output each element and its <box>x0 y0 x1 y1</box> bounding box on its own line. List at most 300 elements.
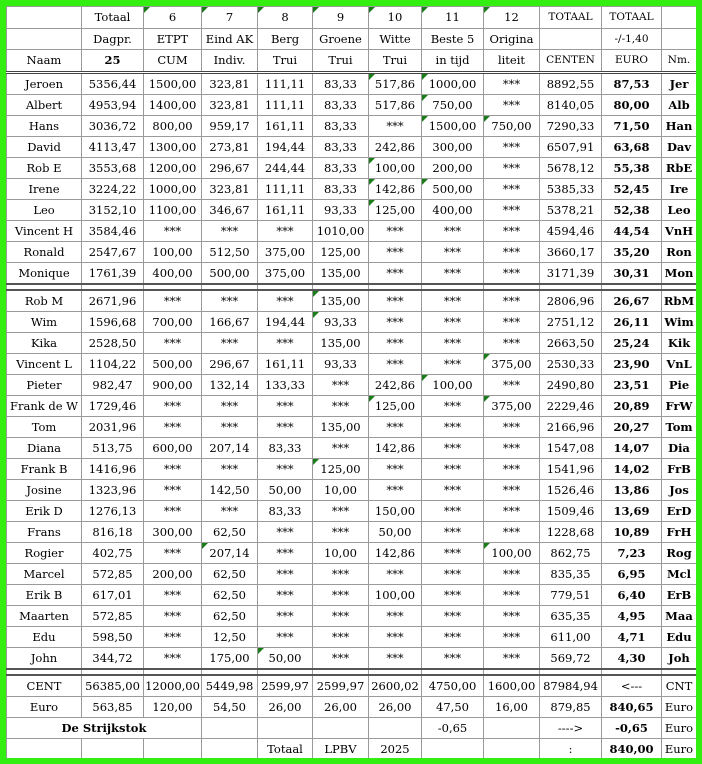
score-cell: *** <box>313 626 369 647</box>
participant-row <box>7 605 697 626</box>
euro-total: 13,69 <box>602 500 662 521</box>
participant-row <box>7 72 697 94</box>
score-cell: 600,00 <box>144 437 202 458</box>
score-cell: 142,50 <box>202 479 258 500</box>
score-cell: 83,33 <box>258 500 313 521</box>
score-cell: 125,00 <box>313 458 369 479</box>
score-cell: 862,75 <box>540 542 602 563</box>
score-cell: *** <box>144 647 202 669</box>
header-cell: -/-1,40 <box>602 28 662 50</box>
euro-total: 87,53 <box>602 72 662 94</box>
score-cell: 5385,33 <box>540 178 602 199</box>
score-cell: 3224,22 <box>82 178 144 199</box>
euro-total: 10,89 <box>602 521 662 542</box>
score-cell: 375,00 <box>258 241 313 262</box>
score-cell: 83,33 <box>313 94 369 115</box>
score-cell: 200,00 <box>422 157 484 178</box>
empty-cell <box>202 738 258 759</box>
participant-row <box>7 458 697 479</box>
participant-name: Vincent L <box>7 353 82 374</box>
header-cell: Origina <box>484 28 540 50</box>
score-cell: 62,50 <box>202 521 258 542</box>
empty-cell <box>369 717 422 738</box>
score-cell: *** <box>258 563 313 584</box>
header-cell: TOTAAL <box>540 7 602 29</box>
score-cell: 3584,46 <box>82 220 144 241</box>
euro-total: 23,51 <box>602 374 662 395</box>
score-cell: 500,00 <box>202 262 258 284</box>
score-cell: 93,33 <box>313 353 369 374</box>
score-cell: *** <box>369 416 422 437</box>
footer-cell: 120,00 <box>144 696 202 717</box>
header-cell <box>540 28 602 50</box>
score-cell: 2530,33 <box>540 353 602 374</box>
score-cell: *** <box>258 290 313 312</box>
score-cell: 8892,55 <box>540 72 602 94</box>
participant-name: Rogier <box>7 542 82 563</box>
footer-cell: 4750,00 <box>422 675 484 697</box>
score-cell: 1729,46 <box>82 395 144 416</box>
score-cell: 900,00 <box>144 374 202 395</box>
name-abbrev: Jos <box>662 479 697 500</box>
score-cell: 125,00 <box>313 241 369 262</box>
euro-total: 52,45 <box>602 178 662 199</box>
euro-total: 20,89 <box>602 395 662 416</box>
euro-total: 6,40 <box>602 584 662 605</box>
score-cell: 194,44 <box>258 311 313 332</box>
header-row <box>7 28 697 50</box>
score-cell: *** <box>313 584 369 605</box>
score-cell: 1541,96 <box>540 458 602 479</box>
score-cell: 83,33 <box>313 115 369 136</box>
header-cell <box>7 7 82 29</box>
score-cell: *** <box>258 220 313 241</box>
score-cell: 323,81 <box>202 94 258 115</box>
participant-name: Frans <box>7 521 82 542</box>
footer-cell: 56385,00 <box>82 675 144 697</box>
strijkstok-label: De Strijkstok <box>7 717 202 738</box>
participant-row <box>7 115 697 136</box>
header-cell: 7 <box>202 7 258 29</box>
final-unit: Euro <box>662 738 697 759</box>
footer-euro-row <box>7 696 697 717</box>
participant-row <box>7 647 697 669</box>
participant-row <box>7 563 697 584</box>
score-cell: 100,00 <box>484 542 540 563</box>
header-cell: liteit <box>484 50 540 73</box>
participant-row <box>7 311 697 332</box>
euro-total: 71,50 <box>602 115 662 136</box>
score-cell: 5678,12 <box>540 157 602 178</box>
score-cell: *** <box>258 332 313 353</box>
participant-row <box>7 241 697 262</box>
score-cell: *** <box>144 542 202 563</box>
score-cell: *** <box>258 521 313 542</box>
score-cell: 300,00 <box>144 521 202 542</box>
score-cell: 500,00 <box>144 353 202 374</box>
name-abbrev: Tom <box>662 416 697 437</box>
score-cell: *** <box>144 220 202 241</box>
empty-cell <box>313 717 369 738</box>
name-abbrev: Mon <box>662 262 697 284</box>
name-abbrev: VnH <box>662 220 697 241</box>
score-cell: 835,35 <box>540 563 602 584</box>
score-cell: 1100,00 <box>144 199 202 220</box>
score-cell: 100,00 <box>369 584 422 605</box>
score-cell: *** <box>313 647 369 669</box>
score-cell: 2490,80 <box>540 374 602 395</box>
empty-cell <box>484 738 540 759</box>
header-cell <box>662 7 697 29</box>
name-abbrev: Dav <box>662 136 697 157</box>
score-cell: *** <box>144 479 202 500</box>
score-cell: 1000,00 <box>144 178 202 199</box>
score-cell: 194,44 <box>258 136 313 157</box>
participant-row <box>7 626 697 647</box>
strijkstok-value: -0,65 <box>602 717 662 738</box>
euro-total: 13,86 <box>602 479 662 500</box>
header-cell: EURO <box>602 50 662 73</box>
name-abbrev: RbM <box>662 290 697 312</box>
participant-name: Josine <box>7 479 82 500</box>
participant-row <box>7 262 697 284</box>
score-cell: 800,00 <box>144 115 202 136</box>
strijkstok-beste5: -0,65 <box>422 717 484 738</box>
footer-cell: 1600,00 <box>484 675 540 697</box>
score-cell: *** <box>313 521 369 542</box>
score-cell: 132,14 <box>202 374 258 395</box>
score-cell: *** <box>144 605 202 626</box>
euro-total: 7,23 <box>602 542 662 563</box>
participant-row <box>7 437 697 458</box>
score-cell: 2166,96 <box>540 416 602 437</box>
participant-row <box>7 353 697 374</box>
score-cell: *** <box>422 605 484 626</box>
empty-cell <box>258 717 313 738</box>
score-cell: 100,00 <box>422 374 484 395</box>
header-cell: 6 <box>144 7 202 29</box>
header-cell: Dagpr. <box>82 28 144 50</box>
score-cell: 375,00 <box>258 262 313 284</box>
score-cell: *** <box>313 605 369 626</box>
score-cell: 1300,00 <box>144 136 202 157</box>
name-abbrev: Maa <box>662 605 697 626</box>
score-cell: *** <box>484 563 540 584</box>
score-cell: 135,00 <box>313 290 369 312</box>
participant-name: Edu <box>7 626 82 647</box>
header-cell: Groene <box>313 28 369 50</box>
score-cell: 142,86 <box>369 178 422 199</box>
header-cell: Berg <box>258 28 313 50</box>
score-cell: *** <box>258 605 313 626</box>
score-cell: 512,50 <box>202 241 258 262</box>
score-cell: 500,00 <box>422 178 484 199</box>
score-cell: *** <box>484 416 540 437</box>
header-cell: 10 <box>369 7 422 29</box>
score-cell: 3553,68 <box>82 157 144 178</box>
header-cell: 9 <box>313 7 369 29</box>
score-cell: 1416,96 <box>82 458 144 479</box>
score-cell: 2751,12 <box>540 311 602 332</box>
footer-cell: 563,85 <box>82 696 144 717</box>
strijkstok-row <box>7 717 697 738</box>
header-cell <box>662 28 697 50</box>
score-cell: *** <box>202 458 258 479</box>
footer-cell: 879,85 <box>540 696 602 717</box>
score-cell: *** <box>369 605 422 626</box>
score-cell: *** <box>484 647 540 669</box>
header-cell: Trui <box>369 50 422 73</box>
score-cell: 1228,68 <box>540 521 602 542</box>
score-cell: 513,75 <box>82 437 144 458</box>
euro-total: 55,38 <box>602 157 662 178</box>
score-cell: *** <box>369 353 422 374</box>
score-cell: 296,67 <box>202 157 258 178</box>
participant-row <box>7 290 697 312</box>
score-cell: *** <box>422 500 484 521</box>
score-cell: 1509,46 <box>540 500 602 521</box>
euro-total: 63,68 <box>602 136 662 157</box>
score-cell: *** <box>422 458 484 479</box>
score-cell: 779,51 <box>540 584 602 605</box>
name-abbrev: Pie <box>662 374 697 395</box>
score-cell: *** <box>202 500 258 521</box>
header-cell: in tijd <box>422 50 484 73</box>
name-abbrev: VnL <box>662 353 697 374</box>
header-cell: Trui <box>258 50 313 73</box>
score-cell: *** <box>484 437 540 458</box>
footer-cell: CNT <box>662 675 697 697</box>
name-abbrev: RbE <box>662 157 697 178</box>
score-cell: 8140,05 <box>540 94 602 115</box>
score-cell: 62,50 <box>202 563 258 584</box>
score-cell: 83,33 <box>313 72 369 94</box>
euro-total: 6,95 <box>602 563 662 584</box>
euro-total: 23,90 <box>602 353 662 374</box>
score-cell: 1000,00 <box>422 72 484 94</box>
score-cell: 161,11 <box>258 115 313 136</box>
participant-name: Erik D <box>7 500 82 521</box>
participant-row <box>7 521 697 542</box>
header-cell: Eind AK <box>202 28 258 50</box>
score-cell: 142,86 <box>369 437 422 458</box>
score-cell: 517,86 <box>369 72 422 94</box>
participant-name: Jeroen <box>7 72 82 94</box>
empty-cell <box>82 738 144 759</box>
score-cell: *** <box>484 94 540 115</box>
score-cell: 635,35 <box>540 605 602 626</box>
score-cell: 1500,00 <box>144 72 202 94</box>
participant-row <box>7 395 697 416</box>
score-cell: *** <box>369 262 422 284</box>
participant-name: Hans <box>7 115 82 136</box>
header-cell: 8 <box>258 7 313 29</box>
participant-name: Frank de W <box>7 395 82 416</box>
participant-name: Frank B <box>7 458 82 479</box>
euro-total: 14,07 <box>602 437 662 458</box>
participant-name: Leo <box>7 199 82 220</box>
score-cell: 1323,96 <box>82 479 144 500</box>
euro-total: 30,31 <box>602 262 662 284</box>
score-cell: 93,33 <box>313 311 369 332</box>
score-cell: 1500,00 <box>422 115 484 136</box>
score-cell: *** <box>484 374 540 395</box>
score-cell: 135,00 <box>313 416 369 437</box>
score-cell: 346,67 <box>202 199 258 220</box>
score-cell: *** <box>144 626 202 647</box>
footer-cell: 16,00 <box>484 696 540 717</box>
participant-name: Diana <box>7 437 82 458</box>
footer-cent-row <box>7 675 697 697</box>
score-cell: 207,14 <box>202 437 258 458</box>
score-cell: 3036,72 <box>82 115 144 136</box>
score-cell: *** <box>369 241 422 262</box>
euro-total: 4,71 <box>602 626 662 647</box>
score-cell: *** <box>313 500 369 521</box>
score-cell: 125,00 <box>369 395 422 416</box>
name-abbrev: FrW <box>662 395 697 416</box>
participant-name: Wim <box>7 311 82 332</box>
footer-cell: 5449,98 <box>202 675 258 697</box>
score-cell: *** <box>144 290 202 312</box>
score-cell: 816,18 <box>82 521 144 542</box>
footer-cell: 2599,97 <box>313 675 369 697</box>
score-cell: *** <box>144 332 202 353</box>
score-cell: 166,67 <box>202 311 258 332</box>
score-cell: *** <box>422 521 484 542</box>
score-cell: *** <box>422 437 484 458</box>
participant-name: Erik B <box>7 584 82 605</box>
score-cell: 6507,91 <box>540 136 602 157</box>
score-cell: *** <box>369 458 422 479</box>
score-cell: 200,00 <box>144 563 202 584</box>
participant-name: Rob M <box>7 290 82 312</box>
score-cell: *** <box>422 395 484 416</box>
footer-cell: 87984,94 <box>540 675 602 697</box>
score-cell: 517,86 <box>369 94 422 115</box>
score-cell: *** <box>144 416 202 437</box>
score-cell: 125,00 <box>369 199 422 220</box>
euro-total: 44,54 <box>602 220 662 241</box>
score-cell: 3171,39 <box>540 262 602 284</box>
score-cell: 111,11 <box>258 178 313 199</box>
score-cell: *** <box>202 416 258 437</box>
year-label: 2025 <box>369 738 422 759</box>
score-cell: *** <box>422 584 484 605</box>
footer-cell: 47,50 <box>422 696 484 717</box>
score-cell: 150,00 <box>369 500 422 521</box>
name-abbrev: Ire <box>662 178 697 199</box>
score-cell: 10,00 <box>313 542 369 563</box>
header-cell <box>7 28 82 50</box>
score-cell: 598,50 <box>82 626 144 647</box>
score-cell: 244,44 <box>258 157 313 178</box>
score-cell: *** <box>258 458 313 479</box>
score-cell: 1547,08 <box>540 437 602 458</box>
final-row <box>7 738 697 759</box>
name-abbrev: Wim <box>662 311 697 332</box>
header-cell: 25 <box>82 50 144 73</box>
score-cell: 2806,96 <box>540 290 602 312</box>
header-cell: CENTEN <box>540 50 602 73</box>
score-cell: *** <box>144 584 202 605</box>
score-cell: *** <box>369 647 422 669</box>
name-abbrev: ErB <box>662 584 697 605</box>
score-cell: 242,86 <box>369 136 422 157</box>
score-cell: 982,47 <box>82 374 144 395</box>
score-cell: 375,00 <box>484 395 540 416</box>
score-cell: 50,00 <box>258 647 313 669</box>
score-cell: 344,72 <box>82 647 144 669</box>
score-cell: *** <box>369 220 422 241</box>
score-cell: *** <box>422 416 484 437</box>
score-cell: *** <box>422 542 484 563</box>
euro-total: 35,20 <box>602 241 662 262</box>
colon-cell: : <box>540 738 602 759</box>
score-cell: *** <box>313 437 369 458</box>
header-cell: ETPT <box>144 28 202 50</box>
participant-row <box>7 136 697 157</box>
score-cell: 83,33 <box>258 437 313 458</box>
footer-cell: <--- <box>602 675 662 697</box>
score-cell: 2031,96 <box>82 416 144 437</box>
score-cell: *** <box>202 220 258 241</box>
participant-row <box>7 157 697 178</box>
score-cell: *** <box>258 584 313 605</box>
participant-row <box>7 584 697 605</box>
score-cell: 133,33 <box>258 374 313 395</box>
euro-total: 25,24 <box>602 332 662 353</box>
score-cell: *** <box>313 563 369 584</box>
score-cell: 617,01 <box>82 584 144 605</box>
score-cell: *** <box>369 332 422 353</box>
score-cell: 83,33 <box>313 178 369 199</box>
footer-cell: 26,00 <box>258 696 313 717</box>
score-cell: *** <box>484 72 540 94</box>
score-cell: *** <box>313 395 369 416</box>
euro-total: 20,27 <box>602 416 662 437</box>
footer-cell: 26,00 <box>313 696 369 717</box>
score-cell: 3660,17 <box>540 241 602 262</box>
name-abbrev: Kik <box>662 332 697 353</box>
name-abbrev: Dia <box>662 437 697 458</box>
score-cell: 2229,46 <box>540 395 602 416</box>
header-cell: TOTAAL <box>602 7 662 29</box>
name-abbrev: Leo <box>662 199 697 220</box>
score-cell: 323,81 <box>202 72 258 94</box>
name-abbrev: Han <box>662 115 697 136</box>
score-cell: 323,81 <box>202 178 258 199</box>
score-cell: *** <box>484 311 540 332</box>
score-cell: *** <box>422 563 484 584</box>
score-cell: *** <box>484 290 540 312</box>
participant-name: David <box>7 136 82 157</box>
score-cell: 959,17 <box>202 115 258 136</box>
participant-name: Maarten <box>7 605 82 626</box>
score-cell: *** <box>484 220 540 241</box>
score-cell: 611,00 <box>540 626 602 647</box>
euro-total: 14,02 <box>602 458 662 479</box>
score-cell: 4113,47 <box>82 136 144 157</box>
header-cell: Trui <box>313 50 369 73</box>
footer-cell: 12000,00 <box>144 675 202 697</box>
header-cell: 12 <box>484 7 540 29</box>
score-cell: 1104,22 <box>82 353 144 374</box>
score-cell: 1526,46 <box>540 479 602 500</box>
participant-row <box>7 416 697 437</box>
score-cell: *** <box>484 178 540 199</box>
participant-row <box>7 220 697 241</box>
